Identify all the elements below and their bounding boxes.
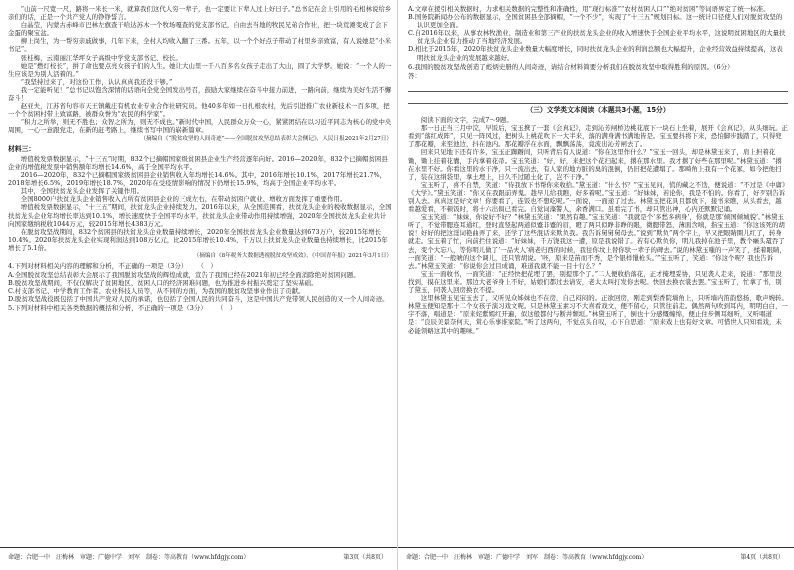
page-left-content	[8, 5, 392, 548]
page-right-content	[408, 5, 788, 548]
footer-credits: 命题：合肥一中 汪梅林 审题：广德中学 刘军 制卷：等高教育（www.hfdgjy.com）	[406, 554, 648, 561]
intro-paragraph: “我坚持过来了，对这份工作，认认真真我还没干够。”	[20, 77, 173, 86]
option-d[interactable]: D.相比于2015年，2020年扶贫龙头企业数量大幅度增长，同时扶贫龙头企业的利润总额也大幅提升，企业经营效益持续提高，这表明扶贫龙头企业的发展越来越好。	[408, 45, 783, 62]
page-right	[397, 0, 794, 570]
question-4	[8, 262, 392, 303]
option-a[interactable]: A.全国脱贫攻坚总结表彰大会展示了我国脱贫攻坚战的辉煌成就，宣告了我国已经在2021年初已经全面消除绝对贫困问题。	[8, 270, 360, 279]
closing-quote: “积力之所举，则无不胜也；众智之所为，则无不成也。”新时代中国，人民群众万众一心，紧紧团结在以习近平同志为核心的党中央周围，一心一意跟党走，在新的赶考路上，继续书写中国的崭新篇章。	[8, 118, 392, 135]
answer-label: 答：	[408, 71, 421, 80]
question-stem-text: 5.下列对材料中相关各类数据的概括和分析，不正确的一项是（3分）	[8, 304, 207, 313]
intro-paragraph: 她是“燃灯校长”，拼了命也要点亮女孩子们的人生。她让大山里一千八百多名女孩子走出了大山，圆了大学梦。她说：“一个人的一生应该是为别人活着的。”	[8, 61, 392, 78]
material-paragraph: 2016—2020年，832个已摘帽国家级贫困县企业销售收入年均增长14.6%。其中，2016年增长10.1%，2017年增长21.7%，2018年增长6.5%，2019年增长18.7%，2020年在受疫情影响的情况下仍增长15.9%，均高于全国企业平均水平。	[8, 171, 387, 188]
page-number: 第4页（共8页）	[740, 554, 784, 561]
question-stem	[8, 304, 392, 312]
material3-body	[8, 155, 392, 252]
option-c[interactable]: C.村支部书记、中学教育工作者、农业科技人员等，从不同的方面，为我国的脱贫攻坚事业作出了贡献。	[8, 286, 305, 295]
intro-paragraph: 柳上岗生，为一帮穷亲戚做事，几年下来，全村人均收入翻了三番。五年，以一个个好点子带动了村里乡亲致富，有人说她是“小米书记”。	[8, 37, 392, 54]
intro-paragraph: 白晶莹，内蒙古赤峰市巴林左旗查干哈达苏木一个牧场嘎查的党支部书记，自由去当地的牧民兄弟合作社，把一块荒滩变成了会下金蛋的聚宝盆。	[8, 21, 388, 38]
story-paragraph: 这里林黛玉见宝玉去了，又听见众姊妹也不在房，自己闷闷的。正欲回房，刚走到梨香院墙角上，只听墙内笛韵悠扬，歌声婉转。林黛玉便知是那十二个女孩子演习戏文呢。只是林黛玉素习不大喜看戏文，便不留心，只管往前走。偶然两句吹到耳内，明明白白，一字不落，唱道是：“原来姹紫嫣红开遍，似这般都付与断井颓垣。”林黛玉听了，倒也十分感慨缠绵，便止住步侧耳细听，又听唱道是：“良辰美景奈何天，赏心乐事谁家院。”听了这两句，不觉点头自叹，心下自思道：“原来戏上也有好文章。可惜世人只知看戏，未必能领略这其中的趣味。”	[408, 294, 788, 335]
story-paragraph: 宝玉一面收书，一面笑道：“正经快把花埋了罢，别提那个了。”二人便收拾落花，正才掩埋妥协，只见袭人走来，说道：“那里没找到，摸在这里来。那边大老爷身上不好，姑娘们都过去请安，老太太叫打发你去呢。快回去换衣裳去罢。”宝玉听了，忙拿了书，别了黛玉，同袭人回房换衣不提。	[408, 269, 782, 295]
source-citation: （摘编自《8年税务大数据透视脱贫攻坚成效》，《中国青年报》2021年3月1日）	[193, 253, 392, 260]
answer-paren[interactable]: （ ）	[197, 262, 217, 271]
option-c[interactable]: C.自2016年以来，从事农林牧渔业、制造业和第三产业的扶贫龙头企业的收入增速快于全国企业平均水平，这说明贫困地区的大量扶贫龙头企业有力推动了当地经济发展。	[408, 29, 786, 46]
material-paragraph: 全国8000户扶贫龙头企业销售收入占所有贫困县企业的三成左右，在带动贫困户就业、增收方面发挥了重要作用。	[20, 195, 347, 204]
speech-more: 赵亚夫，江苏省句容市天王镇戴庄有机农业专业合作社研究员。他40多年如一日扎根农村，先后引进推广农业新技术一百多项，把一个个贫困村带上致富路，被群众誉为“农民的科学家”。	[8, 102, 390, 119]
section-heading: （三）文学类文本阅读（本题共3小题，15分）	[526, 106, 670, 115]
option-b[interactable]: B.脱贫攻坚战期间，不仅仅解决了贫困地区、贫困人口的经济困难问题，也为推进乡村振兴奠定了坚实基础。	[8, 278, 318, 287]
material-paragraph: 其中，全国扶贫龙头企业发挥了关键作用。	[20, 187, 144, 196]
intro-paragraph: 张桂梅，云南丽江华坪女子高级中学党支部书记、校长。	[20, 53, 182, 62]
question-stem	[8, 262, 392, 270]
story-paragraph: 宝玉笑道：“妹妹，你说好不好？”林黛玉笑道：“果然有趣。”宝玉笑道：“我就是个‘多愁多病身’，你就是那‘倾国倾城貌’。”林黛玉听了，不觉带腮连耳通红，登时直竖起两道似蹙非蹙的眉，瞪了两只似睁非睁的眼，微腮带怒，薄面含嗔，指宝玉道：“你这该死的胡说！好好的把这淫词艳曲弄了来，还学了这些混话来欺负我。我告诉舅舅舅母去。”说到“欺负”两个字上，早又把眼睛圈儿红了，转身就走。宝玉着了忙，向前拦住说道：“好妹妹，千万饶我这一遭，原是我说错了。若有心欺负你，明儿我掉在池子里，教个癞头鼋吞了去，变个大忘八，等你明儿做了‘一品夫人’病老归西的时候，我往你坟上替你驮一辈子的碑去。”说的林黛玉嗤的一声笑了，揉着眼睛，一面笑道：“一般唬的这个调儿，还只管胡说。‘呸，原来是苗而不秀，是个银样镴枪头。’”宝玉听了，笑道：“你这个呢？我也告诉去。”林黛玉笑道：“你说你会过目成诵，难道我就不能一目十行么？”	[408, 213, 786, 270]
section-3	[408, 106, 788, 335]
page-footer	[398, 547, 794, 570]
material-paragraph: 在脱贫攻坚战期间，832个贫困县的扶贫龙头企业数量持续增长，2020年全国扶贫龙头企业数量达到673万户，较2015年增长10.4%。2020年扶贫龙头企业实现利润达到108万亿元，比2015年增长10.4%，千万以上扶贫龙头企业数量也持续增长，比2015年增长了5.1倍。	[8, 227, 388, 252]
intro-paragraphs	[8, 5, 392, 86]
speech-quote: 我一定能听见！”总书记以饱含深情的话语向全党全国发出号召，鼓励大家继续在奋斗中接力前进，一路向前，继续为美好生活不懈奋斗！	[8, 85, 392, 103]
option-b[interactable]: B.国务院新闻办公布的数据显示，全国贫困县全部摘帽，“一个不少”，实现了“十三五”规划目标。这一统计口径使人们对脱贫攻坚的认识更加全面。	[408, 13, 783, 30]
answer-line[interactable]	[408, 83, 788, 92]
question-5	[8, 304, 392, 312]
answer-paren[interactable]: （ ）	[216, 304, 237, 313]
material-paragraph: 增值税发票数据显示，“十三五”期间，扶贫龙头企业持续发力。2016年以来，从全国范围看，扶贫龙头企业的税收数据显示，全国扶贫龙头企业年均增长率达到10.1%，增长速度快于全国平均水平，扶贫龙头企业带动作用持续增强，2020年全国扶贫龙头企业共计向国家缴纳税收1044万元，较2015年增长4383万元。	[8, 203, 392, 228]
source-citation: （摘编自《“脱贫攻坚的人间奇迹”——全国脱贫攻坚总结表彰大会侧记》，人民日报2021年2月27日）	[140, 135, 392, 142]
question-stem: 6.我国的脱贫攻坚战创造了彪炳史册的人间奇迹，请结合材料简要分析我们在脱贫攻坚中取得胜利的原因。（6分）	[408, 62, 734, 71]
question-5-options	[408, 5, 788, 62]
story-paragraph: 宝玉听了，喜不自禁，笑道：“待我放下书帮你来收拾。”黛玉道：“什么书？”宝玉见问，慌的藏之不迭，便说道：“不过是《中庸》《大学》。”黛玉笑道：“你又在我跟前弄鬼。趁早儿给我瞧，好多着呢。”宝玉道：“好妹妹，若论你，我是不怕的。你看了，好歹别告诉别人去。真真这是好文章！你要看了，连饭也不想吃呢。”一面说，一面递了过去。林黛玉把花具且都放下，接书来瞧，从头看去，越看越爱看，不顿饭时，将十六出俱已看完。自觉词藻警人，余香满口。虽看完了书，却只管出神，心内还默默记诵。	[408, 180, 786, 214]
section-instruction: 阅读下面的文字，完成7～9题。	[420, 116, 513, 125]
intro-paragraph: “山前一尺宽一尺，路将一米长一米，就算我们这代人穷一辈子，也一定要让下辈人过上好日子。”总书记在会上引用的毛相林说给乡亲们的话，正是一个共产党人的铮铮誓言。	[8, 5, 392, 22]
page-footer	[0, 547, 397, 570]
story-paragraph: 那一日正当三月中浣，早饭后，宝玉携了一套《会真记》，走到沁芳闸桥边桃花底下一块石上坐着，展开《会真记》，从头细玩。正看到“落红成阵”，只见一阵风过，把树头上桃花吹下一大半来，落的满身满书满地皆是。宝玉要抖将下来，恐怕脚步践踏了，只得兜了那花瓣，来至池边，抖在池内。那花瓣浮在水面，飘飘荡荡，竟流出沁芳闸去了。	[408, 124, 788, 149]
story-paragraph: 回来只见地下还有许多，宝玉正踟蹰间，只听背后有人说道：“你在这里作什么？”宝玉一回头，却是林黛玉来了，肩上担着花锄，锄上挂着花囊，手内拿着花帚。宝玉笑道：“好，好，来把这个花扫起来，撂在那水里。我才撂了好些在那里呢。”林黛玉道：“撂在水里不好。你看这里的水干净，只一流出去，有人家的地方脏的臭的混倒，仍旧把花遭塌了。那畸角上我有一个花冢，如今把他扫了，装在这绢袋里，拿土埋上，日久不过随土化了，岂不干净。”	[408, 148, 782, 181]
material-heading: 材料三：	[8, 144, 36, 153]
question-6	[408, 63, 788, 104]
question-stem-text: 4.下列对材料相关内容的理解和分析，不正确的一项是（3分）	[8, 262, 188, 271]
material-paragraph: 增值税发票数据显示，“十三五”时期，832个已摘帽国家级贫困县企业生产经营逐年向好。2016—2020年，832个已摘帽贫困县企业的增值税发票中销售额年均增长14.6%，高于全国平均水平。	[8, 154, 388, 171]
page-number: 第3页（共8页）	[343, 554, 387, 561]
footer-credits: 命题：合肥一中 汪梅林 审题：广德中学 刘军 制卷：等高教育（www.hfdgjy.com）	[8, 554, 250, 561]
answer-line[interactable]	[408, 95, 788, 104]
option-a[interactable]: A.文章在援引相关数据时，力求相关数据的完整性和准确性，用“现行标准”“农村贫困人口”“绝对贫困”等词语界定了统一标准。	[408, 5, 770, 13]
option-d[interactable]: D.脱贫攻坚战役既包括了中国共产党对人民的承诺，也包括了全国人民的共同奋斗，这是中国共产党带领人民创造的又一个人间奇迹。	[8, 294, 389, 303]
